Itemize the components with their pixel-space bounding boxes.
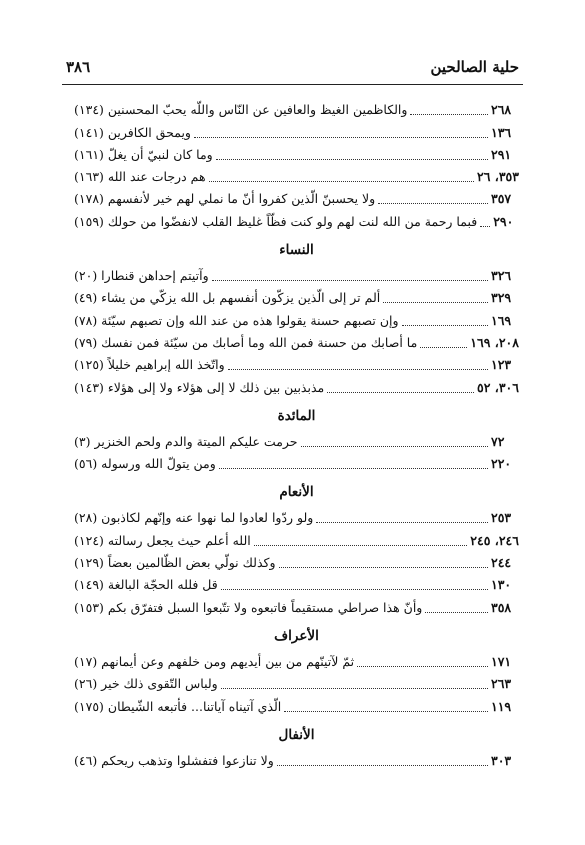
index-entry	[74, 187, 519, 209]
page-reference: ٢٩١	[491, 146, 512, 162]
index-entry	[74, 143, 519, 165]
verse-text: الله أعلم حيث يجعل رسالته (١٢٤)	[74, 532, 251, 548]
page-reference: ٣٥٨	[491, 599, 512, 615]
running-header	[62, 54, 523, 85]
leader-dots	[402, 324, 488, 326]
verse-text: وكذلك نولّي بعض الظّالمين بعضاً (١٢٩)	[74, 555, 276, 571]
index-entry	[74, 551, 519, 573]
surah-heading	[74, 723, 519, 747]
leader-dots	[216, 158, 488, 160]
index-entry	[74, 672, 519, 694]
page-number: ٣٨٦	[66, 58, 91, 76]
verse-text: ألم تر إلى الّذين يزكّون أنفسهم بل الله يزكّي من يشاء (٤٩)	[74, 290, 381, 306]
leader-dots	[219, 467, 488, 469]
surah-title: النساء	[279, 241, 314, 258]
page-reference: ١٢٣	[491, 357, 512, 373]
page-reference: ٢٤٤	[491, 555, 512, 571]
index-entry	[74, 430, 519, 452]
surah-heading	[74, 480, 519, 504]
index-entry	[74, 749, 519, 771]
index-entry	[74, 120, 519, 142]
leader-dots	[316, 521, 488, 523]
surah-heading	[74, 238, 519, 262]
page-reference: ٢٩٠	[493, 213, 514, 229]
leader-dots	[425, 611, 488, 613]
index-entry	[74, 528, 519, 550]
leader-dots	[221, 687, 488, 689]
leader-dots	[228, 368, 488, 370]
page-reference: ٣٢٦	[491, 268, 512, 284]
index-entry	[74, 595, 519, 617]
verse-text: والكاظمين الغيظ والعافين عن النّاس واللّه يحبّ المحسنين (١٣٤)	[74, 102, 408, 118]
leader-dots	[383, 301, 488, 303]
leader-dots	[410, 113, 488, 115]
verse-text: وإن تصبهم حسنة يقولوا هذه من عند الله وإن تصبهم سيّئة (٧٨)	[74, 312, 399, 328]
surah-title: الأنعام	[279, 484, 314, 501]
verse-text: فبما رحمة من الله لنت لهم ولو كنت فظّاً غليظ القلب لانفضّوا من حولك (١٥٩)	[74, 213, 478, 229]
verse-text: ومن يتولّ الله ورسوله (٥٦)	[74, 456, 216, 472]
verse-text: ويمحق الكافرين (١٤١)	[74, 124, 191, 140]
verse-text: ولباس التّقوى ذلك خير (٢٦)	[74, 676, 218, 692]
page-reference: ٣٠٦، ٥٢	[477, 379, 519, 395]
leader-dots	[327, 391, 474, 393]
leader-dots	[221, 588, 488, 590]
page-reference: ١٦٩	[491, 312, 512, 328]
surah-title: الأنفال	[278, 726, 315, 743]
leader-dots	[284, 710, 488, 712]
leader-dots	[279, 566, 489, 568]
page-reference: ٢٢٠	[491, 456, 512, 472]
page-reference: ٢٠٨، ١٦٩	[470, 334, 519, 350]
page-reference: ١٣٠	[491, 577, 512, 593]
page-reference: ٢٦٨	[491, 102, 512, 118]
leader-dots	[194, 136, 488, 138]
index-entry	[74, 452, 519, 474]
index-entry	[74, 209, 519, 231]
index-entry	[74, 694, 519, 716]
verse-text: هم درجات عند الله (١٦٣)	[74, 169, 206, 185]
book-title: حلية الصالحين	[430, 58, 519, 76]
surah-heading	[74, 404, 519, 428]
surah-heading	[74, 624, 519, 648]
verse-text: مذبذبين بين ذلك لا إلى هؤلاء ولا إلى هؤلاء (١٤٣)	[74, 379, 325, 395]
verse-text: وما كان لنبيّ أن يغلّ (١٦١)	[74, 146, 213, 162]
leader-dots	[480, 225, 490, 227]
index-entry	[74, 308, 519, 330]
verse-text: قل فلله الحجّة البالغة (١٤٩)	[74, 577, 218, 593]
page-reference: ١٧١	[491, 653, 512, 669]
verse-text: ولا يحسبنّ الّذين كفروا أنّ ما نملي لهم خير لأنفسهم (١٧٨)	[74, 191, 376, 207]
page-reference: ٧٢	[491, 433, 505, 449]
leader-dots	[209, 180, 474, 182]
verse-text: وأنّ هذا صراطي مستقيماً فاتبعوه ولا تتّبعوا السبل فتفرّق بكم (١٥٣)	[74, 599, 423, 615]
index-entry	[74, 264, 519, 286]
leader-dots	[254, 544, 468, 546]
leader-dots	[357, 665, 488, 667]
verse-text: ما أصابك من حسنة فمن الله وما أصابك من سيّئة فمن نفسك (٧٩)	[74, 334, 418, 350]
page-reference: ٣٥٧	[491, 191, 512, 207]
index-entry	[74, 331, 519, 353]
verse-text: ولا تنازعوا فتفشلوا وتذهب ريحكم (٤٦)	[74, 752, 274, 768]
index-entry	[74, 98, 519, 120]
page-reference: ٣٢٩	[491, 290, 512, 306]
index-entry	[74, 165, 519, 187]
page-reference: ٢٤٦، ٢٤٥	[470, 532, 519, 548]
verse-text: ثمّ لآتينّهم من بين أيديهم ومن خلفهم وعن أيمانهم (١٧)	[74, 653, 355, 669]
page-reference: ٢٦٣	[491, 676, 512, 692]
leader-dots	[301, 445, 488, 447]
page-reference: ١٣٦	[491, 124, 512, 140]
index-entry	[74, 650, 519, 672]
index-entry	[74, 286, 519, 308]
index-entry	[74, 375, 519, 397]
verse-text: ولو ردّوا لعادوا لما نهوا عنه وإنّهم لكاذبون (٢٨)	[74, 510, 314, 526]
leader-dots	[277, 764, 488, 766]
leader-dots	[420, 346, 467, 348]
page-reference: ٢٥٣	[491, 510, 512, 526]
page-reference: ١١٩	[491, 698, 512, 714]
verse-text: حرمت عليكم الميتة والدم ولحم الخنزير (٣)	[74, 433, 298, 449]
surah-title: المائدة	[277, 407, 316, 424]
page-reference: ٣٥٣، ٢٦	[477, 169, 519, 185]
verse-text: وآتيتم إحداهن قنطارا (٢٠)	[74, 268, 209, 284]
verse-text: واتّخذ الله إبراهيم خليلاً (١٢٥)	[74, 357, 225, 373]
verse-text: الّذي آتيناه آياتنا... فأتبعه الشّيطان (١٧٥)	[74, 698, 282, 714]
index-content	[74, 98, 519, 771]
page-reference: ٣٠٣	[491, 752, 512, 768]
surah-title: الأعراف	[274, 627, 319, 644]
index-entry	[74, 353, 519, 375]
index-entry	[74, 506, 519, 528]
leader-dots	[378, 202, 488, 204]
leader-dots	[212, 279, 488, 281]
index-entry	[74, 573, 519, 595]
